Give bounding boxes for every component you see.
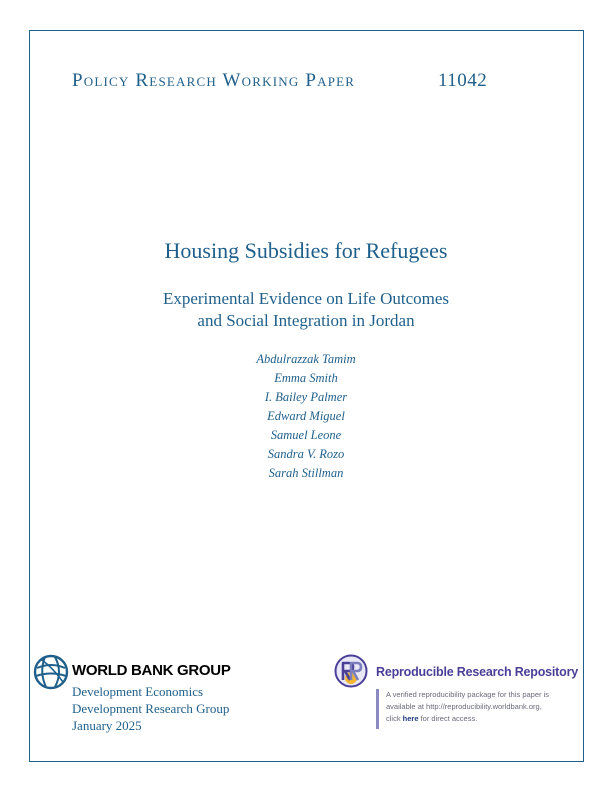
- author-name: Sarah Stillman: [268, 466, 344, 480]
- wbg-affiliation: [72, 683, 229, 734]
- rrr-line-2: available at http://reproducibility.worldbank.org,: [386, 702, 542, 711]
- author-name: I. Bailey Palmer: [264, 390, 348, 404]
- paper-number: 11042: [438, 70, 488, 91]
- paper-subtitle: [0, 288, 612, 332]
- author-name: Emma Smith: [274, 371, 338, 385]
- series-title: Policy Research Working Paper: [72, 70, 356, 91]
- rrr-line-3-post: for direct access.: [418, 714, 478, 723]
- department-line: Development Economics: [72, 684, 204, 699]
- rrr-title: Reproducible Research Repository: [376, 665, 578, 679]
- rrr-here-link[interactable]: here: [402, 714, 419, 723]
- author-name: Abdulrazzak Tamim: [256, 352, 356, 366]
- author-name: Sandra V. Rozo: [267, 447, 345, 461]
- paper-title: Housing Subsidies for Refugees: [164, 238, 448, 263]
- subtitle-line-2: and Social Integration in Jordan: [197, 311, 415, 330]
- rrr-logo-icon: [334, 654, 368, 688]
- author-list: [0, 350, 612, 483]
- author-name: Edward Miguel: [267, 409, 345, 423]
- rrr-line-3-pre: click: [386, 714, 403, 723]
- author-name: Samuel Leone: [270, 428, 342, 442]
- rrr-line-1: A verified reproducibility package for this paper is: [386, 690, 550, 699]
- world-bank-globe-icon: [33, 654, 69, 690]
- date-line: January 2025: [72, 718, 142, 733]
- world-bank-group-logo-text: WORLD BANK GROUP: [72, 662, 231, 679]
- rrr-description: [386, 689, 586, 725]
- rrr-line-3: [386, 713, 586, 725]
- rrr-accent-bar: [376, 689, 379, 729]
- subtitle-line-1: Experimental Evidence on Life Outcomes: [162, 289, 450, 308]
- group-line: Development Research Group: [72, 701, 230, 716]
